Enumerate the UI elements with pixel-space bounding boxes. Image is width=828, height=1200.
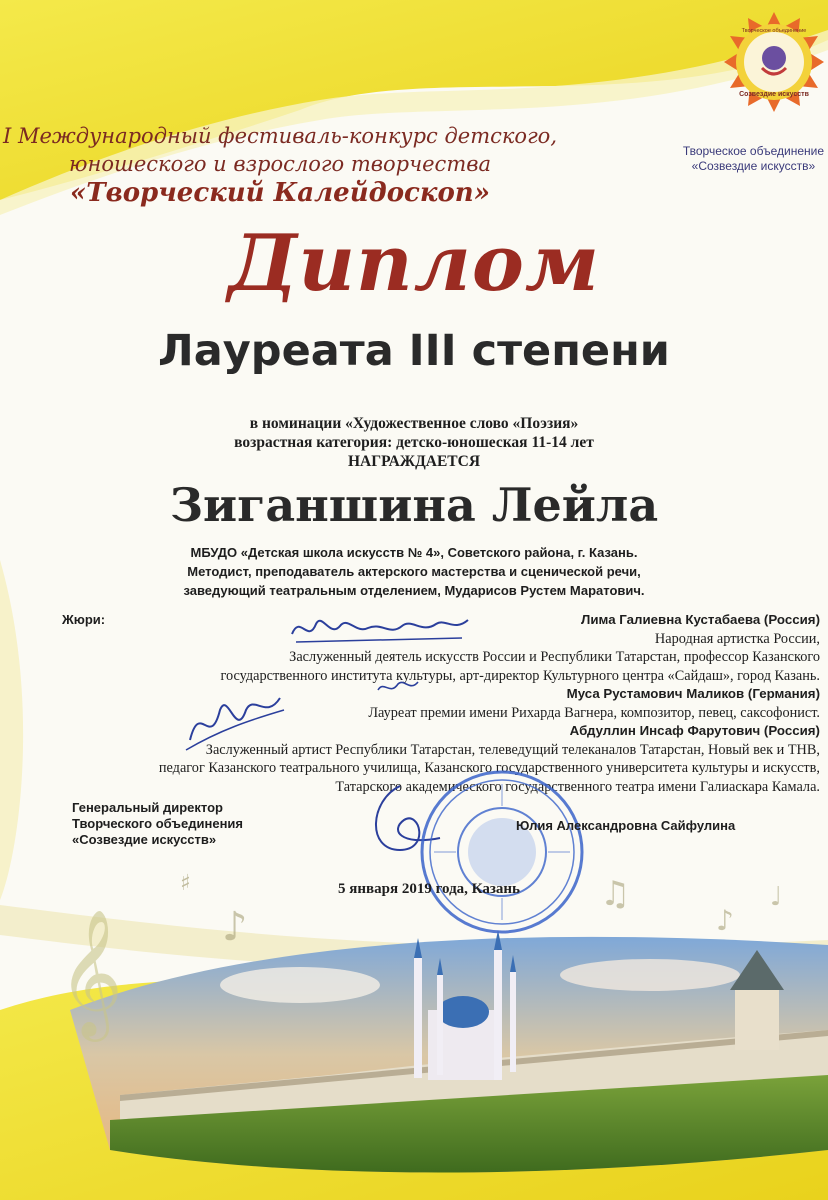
issue-date: 5 января 2019 года, Казань: [338, 881, 520, 897]
jury-member-line: Татарского академического государственного театра имени Галиаскара Камала.: [335, 778, 820, 795]
school-name: МБУДО «Детская школа искусств № 4», Советского района, г. Казань.: [190, 545, 638, 560]
jury-member-line: Заслуженный деятель искусств России и Республики Татарстан, профессор Казанского: [289, 649, 820, 665]
signature-kustabaeva: [286, 604, 476, 654]
jury-member-line: Лауреат премии имени Рихарда Вагнера, композитор, певец, саксофонист.: [368, 704, 820, 721]
logo-top-text: Творческое объединение: [741, 28, 807, 34]
director-line-3: «Созвездие искусств»: [72, 832, 217, 847]
organizer-caption-line1: Творческое объединение: [682, 144, 824, 158]
svg-text:♯: ♯: [180, 871, 191, 896]
festival-line-1: I Международный фестиваль-конкурс детского,: [3, 124, 557, 148]
jury-member-name: Лима Галиевна Кустабаева (Россия): [581, 612, 820, 627]
awarded-label: НАГРАЖДАЕТСЯ: [347, 453, 481, 470]
festival-line-2: юношеского и взрослого творчества: [69, 152, 491, 176]
age-category: возрастная категория: детско-юношеская 11-14 лет: [234, 434, 594, 451]
svg-text:♪: ♪: [716, 904, 734, 937]
jury-member-line: Заслуженный артист Республики Татарстан, телеведущий телеканалов Татарстан, Новый век и ТНВ,: [205, 741, 820, 758]
logo-text: Созвездие искусств: [739, 91, 809, 98]
jury-member-line: государственного института культуры, арт-директор Культурного центра «Сайдаш», город Казань.: [220, 667, 820, 684]
school-block: [0, 543, 828, 600]
nomination-block: [0, 414, 828, 471]
winner-name: Зиганшина Лейла: [169, 478, 659, 532]
jury-member-name: Муса Рустамович Маликов (Германия): [566, 686, 820, 701]
official-stamp: [418, 768, 586, 936]
signature-abdullin: [376, 676, 420, 700]
director-line-2: Творческого объединения: [72, 816, 243, 831]
festival-title: «Творческий Калейдоскоп»: [70, 178, 490, 208]
diploma-heading: Диплом: [227, 218, 601, 309]
svg-text:♫: ♫: [600, 874, 631, 914]
organizer-caption: [683, 144, 824, 174]
jury-label: Жюри:: [62, 612, 106, 627]
signature-malikov: [180, 680, 290, 760]
director-line-1: Генеральный директор: [72, 800, 223, 815]
teacher-line-1: Методист, преподаватель актерского мастерства и сценической речи,: [187, 564, 641, 579]
jury-member-line: Народная артистка России,: [654, 630, 820, 647]
svg-text:𝄞: 𝄞: [58, 908, 124, 1036]
teacher-line-2: заведующий театральным отделением, Мударисов Рустем Маратович.: [183, 583, 645, 598]
svg-text:♪: ♪: [222, 904, 248, 950]
jury-member-line: педагог Казанского театрального училища, Казанского государственного университета культуры и искусств,: [158, 760, 820, 776]
laureate-degree: Лауреата III степени: [158, 326, 670, 376]
organizer-caption-line2: «Созвездие искусств»: [691, 159, 816, 173]
svg-text:♩: ♩: [770, 882, 783, 912]
nomination: в номинации «Художественное слово «Поэзия»: [249, 415, 579, 432]
organizer-logo: [722, 10, 826, 114]
director-name: Юлия Александровна Сайфулина: [516, 818, 736, 833]
jury-member-name: Абдуллин Инсаф Фарутович (Россия): [569, 723, 820, 738]
director-block: [72, 800, 243, 848]
